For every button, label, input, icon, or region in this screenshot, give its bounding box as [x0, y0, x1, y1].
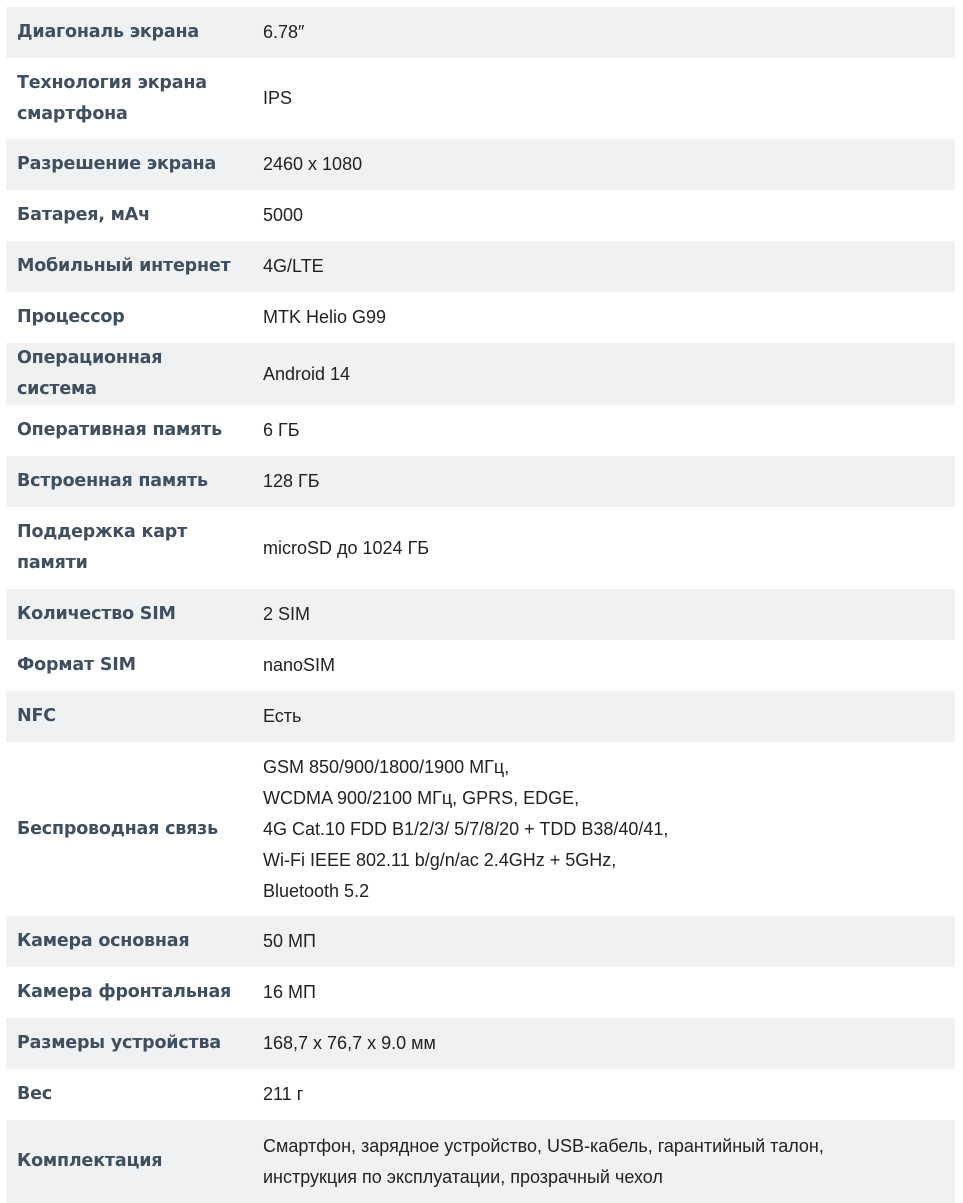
- spec-row-memory-card-support: [6, 507, 955, 589]
- spec-value: 2 SIM: [251, 589, 955, 640]
- spec-value: Android 14: [251, 343, 955, 405]
- spec-value: microSD до 1024 ГБ: [251, 507, 955, 589]
- spec-value: 16 МП: [251, 967, 955, 1018]
- spec-value-line: Смартфон, зарядное устройство, USB-кабель, гарантийный талон,: [263, 1135, 824, 1156]
- spec-value: 4G/LTE: [251, 241, 955, 292]
- spec-row-screen-resolution: [6, 139, 955, 190]
- spec-label: Комплектация: [6, 1120, 251, 1203]
- spec-row-screen-diagonal: [6, 7, 955, 58]
- spec-value-line: инструкция по эксплуатации, прозрачный чехол: [263, 1166, 663, 1187]
- spec-row-weight: [6, 1069, 955, 1120]
- spec-label: Количество SIM: [6, 589, 251, 640]
- spec-label: Операционная система: [6, 343, 251, 405]
- spec-label: Вес: [6, 1069, 251, 1120]
- spec-row-front-camera: [6, 967, 955, 1018]
- specifications-table: [6, 7, 955, 1203]
- spec-value-line: GSM 850/900/1800/1900 МГц,: [263, 756, 510, 777]
- spec-label: Батарея, мАч: [6, 190, 251, 241]
- spec-value: 128 ГБ: [251, 456, 955, 507]
- spec-label: Процессор: [6, 292, 251, 343]
- spec-label: Камера основная: [6, 916, 251, 967]
- spec-value-multiline: [251, 742, 955, 916]
- spec-row-sim-format: [6, 640, 955, 691]
- spec-value: 211 г: [251, 1069, 955, 1120]
- spec-row-dimensions: [6, 1018, 955, 1069]
- spec-value: nanoSIM: [251, 640, 955, 691]
- spec-label: Формат SIM: [6, 640, 251, 691]
- spec-row-package-contents: [6, 1120, 955, 1203]
- spec-row-operating-system: [6, 343, 955, 405]
- spec-value: 2460 x 1080: [251, 139, 955, 190]
- spec-label: Технология экрана смартфона: [6, 58, 251, 139]
- spec-label: Оперативная память: [6, 405, 251, 456]
- spec-value-line: Bluetooth 5.2: [263, 880, 370, 901]
- spec-value-line: Wi-Fi IEEE 802.11 b/g/n/ac 2.4GHz + 5GHz,: [263, 849, 617, 870]
- spec-label: Встроенная память: [6, 456, 251, 507]
- spec-row-battery: [6, 190, 955, 241]
- spec-value: 168,7 x 76,7 x 9.0 мм: [251, 1018, 955, 1069]
- spec-value: IPS: [251, 58, 955, 139]
- spec-row-main-camera: [6, 916, 955, 967]
- spec-row-nfc: [6, 691, 955, 742]
- spec-value-line: 4G Cat.10 FDD B1/2/3/ 5/7/8/20 + TDD B38/40/41,: [263, 818, 669, 839]
- spec-label: Беспроводная связь: [6, 742, 251, 916]
- spec-label: Размеры устройства: [6, 1018, 251, 1069]
- spec-row-storage: [6, 456, 955, 507]
- spec-label: Мобильный интернет: [6, 241, 251, 292]
- spec-row-mobile-internet: [6, 241, 955, 292]
- spec-value-multiline: [251, 1120, 955, 1203]
- spec-value: Есть: [251, 691, 955, 742]
- spec-row-sim-count: [6, 589, 955, 640]
- spec-value: 6 ГБ: [251, 405, 955, 456]
- spec-label: Поддержка карт памяти: [6, 507, 251, 589]
- spec-label: Камера фронтальная: [6, 967, 251, 1018]
- spec-row-wireless: [6, 742, 955, 916]
- spec-label: NFC: [6, 691, 251, 742]
- spec-value: 5000: [251, 190, 955, 241]
- spec-value: 50 МП: [251, 916, 955, 967]
- spec-label: Диагональ экрана: [6, 7, 251, 58]
- spec-value-line: WCDMA 900/2100 МГц, GPRS, EDGE,: [263, 787, 580, 808]
- spec-value: 6.78″: [251, 7, 955, 58]
- spec-value: MTK Helio G99: [251, 292, 955, 343]
- spec-row-processor: [6, 292, 955, 343]
- spec-label: Разрешение экрана: [6, 139, 251, 190]
- spec-row-ram: [6, 405, 955, 456]
- spec-row-screen-technology: [6, 58, 955, 139]
